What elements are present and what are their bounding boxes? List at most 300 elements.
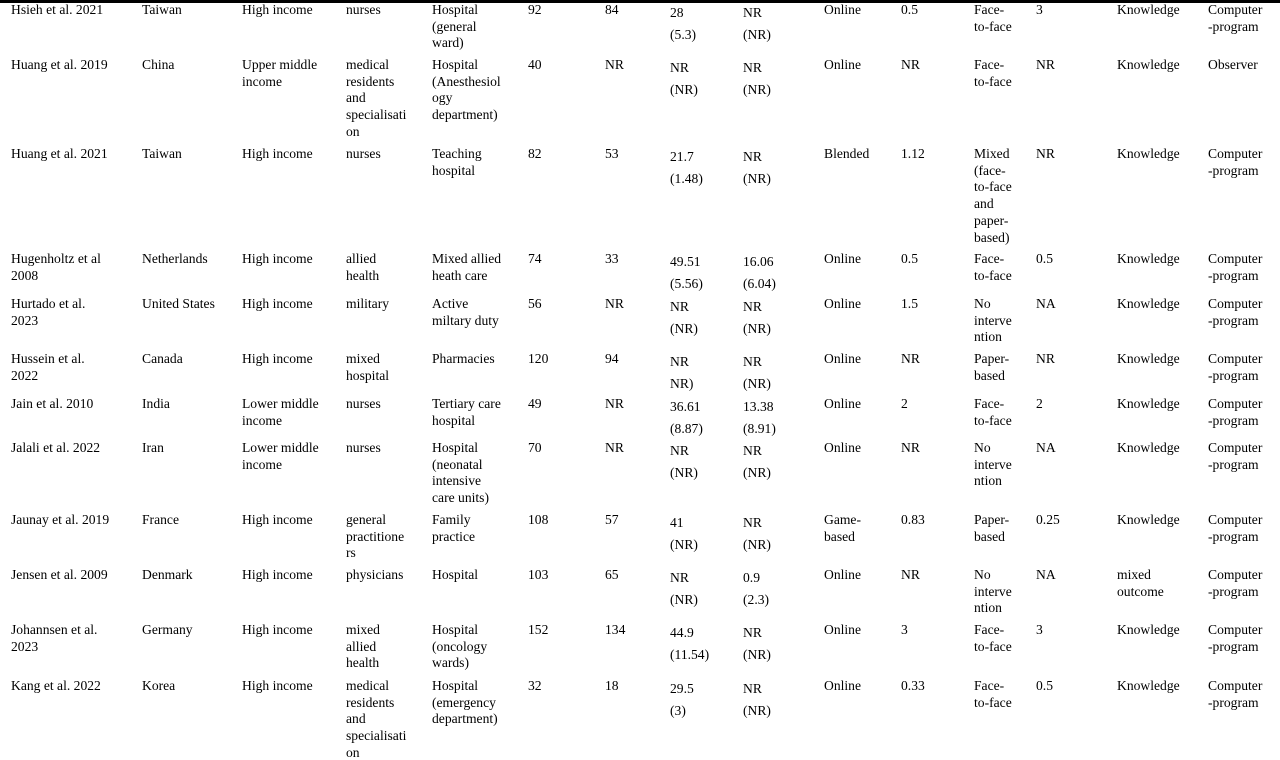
cell-text: NR (NR) xyxy=(670,299,698,336)
cell-text: 49.51 (5.56) xyxy=(670,254,703,291)
table-row xyxy=(0,296,1280,351)
cell-text: 0.33 xyxy=(901,678,925,693)
cell-text: physicians xyxy=(346,567,404,582)
cell-country xyxy=(131,296,231,351)
cell-n-analysed xyxy=(594,440,659,512)
cell-text: 65 xyxy=(605,567,619,582)
cell-text: Hospital (general ward) xyxy=(432,2,479,51)
cell-sd-experience xyxy=(732,296,813,351)
cell-text: Online xyxy=(824,396,861,411)
cell-setting xyxy=(421,678,517,760)
cell-sd-experience xyxy=(732,512,813,567)
cell-outcome xyxy=(1106,567,1197,622)
cell-study xyxy=(0,251,131,296)
cell-text: Tertiary care hospital xyxy=(432,396,501,428)
cell-duration-hours xyxy=(890,57,963,146)
cell-income-level xyxy=(231,622,335,678)
cell-country xyxy=(131,512,231,567)
cell-text: 103 xyxy=(528,567,549,582)
cell-text: Hsieh et al. 2021 xyxy=(11,2,104,17)
cell-text: NR xyxy=(605,296,624,311)
cell-mean-age xyxy=(659,2,732,57)
cell-text: nurses xyxy=(346,396,381,411)
table-row xyxy=(0,2,1280,57)
cell-text: High income xyxy=(242,567,313,582)
cell-outcome xyxy=(1106,440,1197,512)
cell-text: High income xyxy=(242,678,313,693)
cell-text: nurses xyxy=(346,2,381,17)
cell-text: NR xyxy=(605,396,624,411)
cell-text: Jensen et al. 2009 xyxy=(11,567,108,582)
cell-text: 3 xyxy=(1036,622,1043,637)
cell-outcome xyxy=(1106,512,1197,567)
cell-text: medical residents and specialisati on xyxy=(346,678,407,760)
cell-text: 53 xyxy=(605,146,619,161)
cell-text: nurses xyxy=(346,146,381,161)
cell-text: 18 xyxy=(605,678,619,693)
cell-text: Face- to-face xyxy=(974,2,1012,34)
cell-mean-age xyxy=(659,622,732,678)
cell-text: 0.5 xyxy=(1036,251,1053,266)
cell-text: Hospital xyxy=(432,567,479,582)
cell-mean-age xyxy=(659,440,732,512)
cell-text: Denmark xyxy=(142,567,193,582)
table-row xyxy=(0,622,1280,678)
cell-text: Mixed allied heath care xyxy=(432,251,502,283)
cell-text: Johannsen et al. 2023 xyxy=(11,622,98,654)
cell-participants xyxy=(335,678,421,760)
cell-text: Online xyxy=(824,57,861,72)
cell-sd-experience xyxy=(732,351,813,396)
cell-n-analysed xyxy=(594,351,659,396)
cell-text: 120 xyxy=(528,351,549,366)
cell-text: Family practice xyxy=(432,512,476,544)
cell-income-level xyxy=(231,567,335,622)
cell-text: NA xyxy=(1036,440,1056,455)
cell-text: Canada xyxy=(142,351,183,366)
cell-sd-experience xyxy=(732,678,813,760)
cell-income-level xyxy=(231,57,335,146)
cell-participants xyxy=(335,2,421,57)
cell-text: nurses xyxy=(346,440,381,455)
cell-text: mixed hospital xyxy=(346,351,390,383)
cell-text: 32 xyxy=(528,678,542,693)
cell-study xyxy=(0,57,131,146)
cell-duration-hours xyxy=(890,351,963,396)
cell-text: NR (NR) xyxy=(743,443,771,480)
cell-income-level xyxy=(231,512,335,567)
cell-text: Knowledge xyxy=(1117,512,1180,527)
cell-text: Iran xyxy=(142,440,164,455)
cell-text: 134 xyxy=(605,622,626,637)
cell-participants xyxy=(335,512,421,567)
cell-setting xyxy=(421,251,517,296)
table-row xyxy=(0,351,1280,396)
cell-outcome xyxy=(1106,396,1197,440)
cell-outcome xyxy=(1106,678,1197,760)
cell-duration-hours xyxy=(890,678,963,760)
cell-mean-age xyxy=(659,396,732,440)
cell-country xyxy=(131,440,231,512)
cell-study xyxy=(0,351,131,396)
cell-text: Online xyxy=(824,678,861,693)
cell-participants xyxy=(335,57,421,146)
cell-text: 0.5 xyxy=(1036,678,1053,693)
table-row xyxy=(0,251,1280,296)
cell-text: Online xyxy=(824,440,861,455)
cell-text: 13.38 (8.91) xyxy=(743,399,776,436)
cell-control xyxy=(963,622,1025,678)
cell-n-analysed xyxy=(594,2,659,57)
cell-text: NR xyxy=(901,57,920,72)
cell-text: Mixed (face- to-face and paper- based) xyxy=(974,146,1012,245)
cell-assessment xyxy=(1197,251,1280,296)
cell-text: Knowledge xyxy=(1117,251,1180,266)
cell-country xyxy=(131,251,231,296)
cell-text: Hugenholtz et al 2008 xyxy=(11,251,101,283)
cell-outcome xyxy=(1106,296,1197,351)
cell-n-total xyxy=(517,622,594,678)
cell-mean-age xyxy=(659,251,732,296)
cell-assessment xyxy=(1197,296,1280,351)
cell-n-analysed xyxy=(594,251,659,296)
cell-duration-hours xyxy=(890,251,963,296)
cell-text: 152 xyxy=(528,622,549,637)
cell-text: 0.83 xyxy=(901,512,925,527)
cell-text: Huang et al. 2021 xyxy=(11,146,108,161)
cell-outcome xyxy=(1106,146,1197,251)
cell-income-level xyxy=(231,440,335,512)
table-row xyxy=(0,678,1280,760)
cell-text: Hussein et al. 2022 xyxy=(11,351,85,383)
cell-text: Lower middle income xyxy=(242,440,319,472)
cell-intervention-mode xyxy=(813,251,890,296)
cell-study xyxy=(0,678,131,760)
cell-country xyxy=(131,57,231,146)
cell-text: Knowledge xyxy=(1117,57,1180,72)
cell-sd-experience xyxy=(732,622,813,678)
cell-study xyxy=(0,2,131,57)
cell-intervention-mode xyxy=(813,351,890,396)
cell-text: No interve ntion xyxy=(974,567,1012,616)
cell-text: NR (NR) xyxy=(670,443,698,480)
cell-text: NR (NR) xyxy=(743,625,771,662)
cell-study xyxy=(0,296,131,351)
table-row xyxy=(0,567,1280,622)
cell-text: mixed allied health xyxy=(346,622,380,671)
cell-mean-age xyxy=(659,57,732,146)
cell-intervention-mode xyxy=(813,678,890,760)
cell-text: 1.5 xyxy=(901,296,918,311)
cell-sd-experience xyxy=(732,146,813,251)
cell-text: 56 xyxy=(528,296,542,311)
cell-text: NR xyxy=(1036,146,1055,161)
cell-text: France xyxy=(142,512,179,527)
cell-control-duration xyxy=(1025,567,1106,622)
table-row xyxy=(0,512,1280,567)
cell-text: High income xyxy=(242,2,313,17)
cell-control-duration xyxy=(1025,622,1106,678)
cell-n-analysed xyxy=(594,678,659,760)
cell-outcome xyxy=(1106,2,1197,57)
cell-text: 1.12 xyxy=(901,146,925,161)
cell-text: NA xyxy=(1036,567,1056,582)
cell-n-total xyxy=(517,251,594,296)
cell-text: Computer -program xyxy=(1208,251,1263,283)
table-row xyxy=(0,396,1280,440)
cell-text: Jaunay et al. 2019 xyxy=(11,512,110,527)
cell-text: Lower middle income xyxy=(242,396,319,428)
cell-income-level xyxy=(231,146,335,251)
cell-text: Online xyxy=(824,251,861,266)
cell-income-level xyxy=(231,251,335,296)
cell-text: Face- to-face xyxy=(974,678,1012,710)
cell-text: 82 xyxy=(528,146,542,161)
cell-control xyxy=(963,2,1025,57)
cell-outcome xyxy=(1106,622,1197,678)
cell-text: High income xyxy=(242,296,313,311)
cell-control-duration xyxy=(1025,296,1106,351)
cell-country xyxy=(131,351,231,396)
cell-text: Hurtado et al. 2023 xyxy=(11,296,86,328)
table-row xyxy=(0,57,1280,146)
cell-text: 84 xyxy=(605,2,619,17)
cell-country xyxy=(131,567,231,622)
cell-text: Netherlands xyxy=(142,251,208,266)
cell-text: Active miltary duty xyxy=(432,296,499,328)
cell-control-duration xyxy=(1025,351,1106,396)
cell-control xyxy=(963,57,1025,146)
cell-participants xyxy=(335,622,421,678)
cell-text: 0.5 xyxy=(901,2,918,17)
cell-text: NR (NR) xyxy=(670,570,698,607)
cell-control-duration xyxy=(1025,440,1106,512)
cell-text: Blended xyxy=(824,146,870,161)
cell-text: Taiwan xyxy=(142,146,182,161)
cell-text: Knowledge xyxy=(1117,440,1180,455)
cell-duration-hours xyxy=(890,146,963,251)
cell-text: Paper- based xyxy=(974,512,1010,544)
cell-sd-experience xyxy=(732,2,813,57)
cell-text: Face- to-face xyxy=(974,57,1012,89)
cell-outcome xyxy=(1106,351,1197,396)
cell-assessment xyxy=(1197,512,1280,567)
cell-text: High income xyxy=(242,351,313,366)
cell-text: NR xyxy=(901,567,920,582)
cell-n-total xyxy=(517,512,594,567)
cell-intervention-mode xyxy=(813,622,890,678)
cell-text: Knowledge xyxy=(1117,396,1180,411)
cell-text: Knowledge xyxy=(1117,678,1180,693)
cell-n-total xyxy=(517,351,594,396)
cell-n-total xyxy=(517,2,594,57)
cell-setting xyxy=(421,440,517,512)
cell-setting xyxy=(421,2,517,57)
cell-n-total xyxy=(517,296,594,351)
cell-n-analysed xyxy=(594,396,659,440)
cell-text: Teaching hospital xyxy=(432,146,482,178)
studies-table xyxy=(0,2,1280,760)
cell-outcome xyxy=(1106,251,1197,296)
cell-text: 2 xyxy=(901,396,908,411)
cell-control xyxy=(963,396,1025,440)
cell-control-duration xyxy=(1025,678,1106,760)
cell-text: Kang et al. 2022 xyxy=(11,678,101,693)
cell-text: Knowledge xyxy=(1117,296,1180,311)
cell-text: China xyxy=(142,57,175,72)
cell-text: 3 xyxy=(1036,2,1043,17)
cell-text: general practitione rs xyxy=(346,512,405,561)
cell-text: Hospital (emergency department) xyxy=(432,678,498,727)
cell-text: 44.9 (11.54) xyxy=(670,625,710,662)
cell-n-analysed xyxy=(594,567,659,622)
cell-income-level xyxy=(231,296,335,351)
cell-text: Computer -program xyxy=(1208,512,1263,544)
cell-text: NR (NR) xyxy=(743,5,771,42)
cell-intervention-mode xyxy=(813,512,890,567)
cell-setting xyxy=(421,567,517,622)
cell-text: 36.61 (8.87) xyxy=(670,399,703,436)
cell-n-total xyxy=(517,567,594,622)
cell-mean-age xyxy=(659,351,732,396)
cell-control xyxy=(963,512,1025,567)
cell-text: Computer -program xyxy=(1208,146,1263,178)
cell-sd-experience xyxy=(732,396,813,440)
cell-text: Knowledge xyxy=(1117,351,1180,366)
cell-control-duration xyxy=(1025,146,1106,251)
cell-text: 0.9 (2.3) xyxy=(743,570,770,607)
cell-text: Germany xyxy=(142,622,193,637)
cell-text: Computer -program xyxy=(1208,2,1263,34)
table-row xyxy=(0,146,1280,251)
cell-text: Face- to-face xyxy=(974,251,1012,283)
cell-country xyxy=(131,678,231,760)
cell-text: medical residents and specialisati on xyxy=(346,57,407,139)
cell-setting xyxy=(421,351,517,396)
cell-country xyxy=(131,146,231,251)
cell-text: United States xyxy=(142,296,215,311)
cell-text: 74 xyxy=(528,251,542,266)
cell-control xyxy=(963,567,1025,622)
cell-text: Jain et al. 2010 xyxy=(11,396,94,411)
cell-mean-age xyxy=(659,678,732,760)
cell-text: NR (NR) xyxy=(743,354,771,391)
cell-duration-hours xyxy=(890,567,963,622)
cell-text: NR xyxy=(1036,57,1055,72)
cell-text: NR (NR) xyxy=(743,515,771,552)
cell-control-duration xyxy=(1025,396,1106,440)
cell-text: High income xyxy=(242,146,313,161)
cell-text: High income xyxy=(242,512,313,527)
cell-n-analysed xyxy=(594,622,659,678)
cell-text: NR xyxy=(605,57,624,72)
cell-text: Hospital (oncology wards) xyxy=(432,622,488,671)
cell-assessment xyxy=(1197,146,1280,251)
cell-text: NR (NR) xyxy=(743,149,771,186)
cell-text: 40 xyxy=(528,57,542,72)
cell-study xyxy=(0,512,131,567)
cell-text: Computer -program xyxy=(1208,351,1263,383)
cell-control xyxy=(963,296,1025,351)
cell-text: NR xyxy=(901,440,920,455)
cell-sd-experience xyxy=(732,567,813,622)
cell-text: Observer xyxy=(1208,57,1258,72)
cell-setting xyxy=(421,57,517,146)
cell-text: 33 xyxy=(605,251,619,266)
cell-n-analysed xyxy=(594,296,659,351)
cell-mean-age xyxy=(659,146,732,251)
cell-assessment xyxy=(1197,622,1280,678)
cell-text: NR xyxy=(901,351,920,366)
cell-control xyxy=(963,678,1025,760)
cell-text: 49 xyxy=(528,396,542,411)
cell-n-analysed xyxy=(594,146,659,251)
cell-text: Face- to-face xyxy=(974,396,1012,428)
cell-control-duration xyxy=(1025,57,1106,146)
cell-text: High income xyxy=(242,251,313,266)
cell-text: NR xyxy=(605,440,624,455)
cell-assessment xyxy=(1197,396,1280,440)
cell-participants xyxy=(335,146,421,251)
cell-control xyxy=(963,440,1025,512)
cell-text: 21.7 (1.48) xyxy=(670,149,703,186)
cell-study xyxy=(0,622,131,678)
table-row xyxy=(0,440,1280,512)
cell-text: NR (NR) xyxy=(670,60,698,97)
cell-duration-hours xyxy=(890,2,963,57)
cell-income-level xyxy=(231,678,335,760)
cell-text: Knowledge xyxy=(1117,622,1180,637)
cell-text: 3 xyxy=(901,622,908,637)
cell-text: NR (NR) xyxy=(743,299,771,336)
cell-text: allied health xyxy=(346,251,380,283)
cell-study xyxy=(0,396,131,440)
cell-text: Hospital (neonatal intensive care units) xyxy=(432,440,489,506)
cell-text: 41 (NR) xyxy=(670,515,698,552)
cell-intervention-mode xyxy=(813,440,890,512)
cell-text: NR xyxy=(1036,351,1055,366)
cell-text: 0.25 xyxy=(1036,512,1060,527)
cell-text: 28 (5.3) xyxy=(670,5,697,42)
cell-control-duration xyxy=(1025,2,1106,57)
cell-text: Knowledge xyxy=(1117,146,1180,161)
cell-study xyxy=(0,146,131,251)
cell-sd-experience xyxy=(732,251,813,296)
cell-n-analysed xyxy=(594,57,659,146)
cell-text: Computer -program xyxy=(1208,296,1263,328)
cell-income-level xyxy=(231,396,335,440)
cell-country xyxy=(131,2,231,57)
cell-participants xyxy=(335,396,421,440)
cell-duration-hours xyxy=(890,512,963,567)
cell-n-total xyxy=(517,396,594,440)
cell-text: Upper middle income xyxy=(242,57,318,89)
cell-text: Computer -program xyxy=(1208,440,1263,472)
cell-duration-hours xyxy=(890,396,963,440)
cell-text: Computer -program xyxy=(1208,678,1263,710)
cell-text: 0.5 xyxy=(901,251,918,266)
cell-text: Game- based xyxy=(824,512,861,544)
cell-assessment xyxy=(1197,57,1280,146)
cell-n-total xyxy=(517,57,594,146)
cell-participants xyxy=(335,251,421,296)
cell-control-duration xyxy=(1025,251,1106,296)
cell-participants xyxy=(335,440,421,512)
cell-intervention-mode xyxy=(813,146,890,251)
cell-setting xyxy=(421,622,517,678)
cell-text: High income xyxy=(242,622,313,637)
cell-duration-hours xyxy=(890,296,963,351)
